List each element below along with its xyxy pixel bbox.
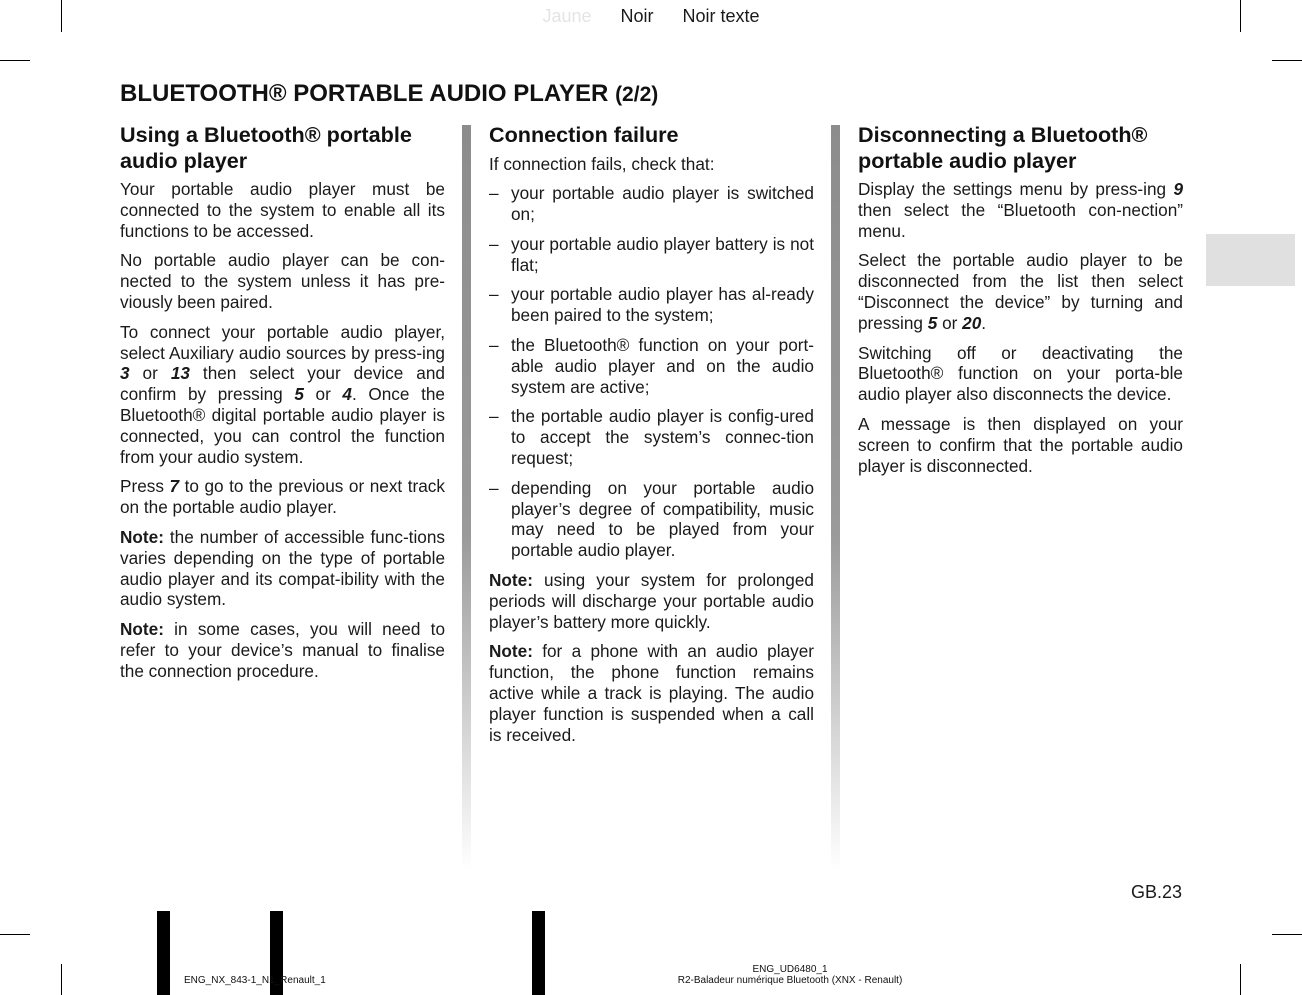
note-label: Note: [489, 641, 533, 662]
footer-file-left: ENG_NX_843-1_N1_Renault_1 [184, 975, 326, 986]
column-disconnecting [858, 122, 1183, 485]
checklist-item: – your portable audio player battery is not flat; [489, 233, 814, 275]
column-connection-failure [489, 122, 814, 754]
footer-file-id: ENG_UD6480_1 [752, 964, 828, 975]
note: Note: in some cases, you will need to refer to your device’s manual to finalise the connection procedure. [120, 619, 445, 681]
key-number: 4 [342, 384, 352, 405]
paragraph: Your portable audio player must be connected to the system to enable all its functions to be accessed. [120, 179, 445, 241]
color-label-noir-texte: Noir texte [682, 6, 760, 26]
key-number: 5 [294, 384, 304, 405]
crop-mark [1240, 964, 1241, 995]
key-number: 5 [927, 312, 938, 333]
color-separation-header [0, 6, 1302, 27]
registration-block [157, 911, 170, 995]
key-number: 3 [120, 363, 130, 384]
column-divider [831, 125, 840, 870]
paragraph: Select the portable audio player to be disconnected from the list then select “Disconnect the device” by turning and pressing 5 or 20. [858, 250, 1183, 333]
crop-mark [0, 934, 30, 935]
section-thumb-tab [1206, 234, 1295, 286]
crop-mark [1272, 934, 1302, 935]
page-title [120, 80, 658, 108]
color-label-noir: Noir [620, 6, 654, 26]
section-heading-disconnecting: Disconnecting a Bluetooth® portable audio player [858, 122, 1148, 173]
paragraph-intro: If connection fails, check that: [489, 153, 715, 174]
note: Note: using your system for prolonged periods will discharge your portable audio player’s battery more quickly. [489, 570, 814, 632]
checklist-item: – depending on your portable audio player’s degree of compatibility, music may need to be played from your portable audio player. [489, 477, 814, 561]
page-title-main: BLUETOOTH® PORTABLE AUDIO PLAYER [120, 80, 609, 107]
key-number: 7 [169, 476, 180, 497]
key-number: 13 [170, 363, 190, 384]
paragraph: Switching off or deactivating the Bluetooth® function on your porta-ble audio player also disconnects the device. [858, 342, 1183, 405]
checklist-item: – the portable audio player is config-ured to accept the system’s connec-tion request; [489, 406, 814, 469]
checklist-item: – your portable audio player has al-ready been paired to the system; [489, 284, 814, 326]
key-number: 9 [1173, 179, 1183, 199]
paragraph-track-control: Press 7 to go to the previous or next track on the portable audio player. [120, 476, 445, 518]
paragraph-connect-instructions: To connect your portable audio player, select Auxiliary audio sources by press-ing 3 or 13 then select your device and confirm by pressing 5 or 4. Once the Bluetooth® digital portable audio player is connected, you can control the function from your audio system. [120, 321, 445, 467]
crop-mark [61, 964, 62, 995]
checklist-item: – the Bluetooth® function on your port-able audio player and on the audio system are active; [489, 335, 814, 397]
section-heading-connection-failure: Connection failure [489, 122, 679, 147]
note-label: Note: [120, 526, 164, 547]
column-using-player [120, 122, 445, 691]
registration-block [532, 911, 545, 995]
footer-file-description: R2-Baladeur numérique Bluetooth (XNX - Renault) [677, 975, 903, 986]
footer-file-right [640, 964, 940, 986]
note: Note: the number of accessible func-tions varies depending on the type of portable audio player and its compat-ibility with the audio system. [120, 526, 445, 610]
section-heading-using: Using a Bluetooth® portable audio player [120, 122, 412, 173]
checklist-item: – your portable audio player is switched on; [489, 183, 814, 225]
paragraph: A message is then displayed on your screen to confirm that the portable audio player is disconnected. [858, 413, 1183, 476]
crop-mark [1272, 60, 1302, 61]
column-divider [462, 125, 471, 870]
page-title-suffix: (2/2) [615, 83, 659, 106]
page-number: GB.23 [1130, 882, 1182, 902]
note-label: Note: [489, 570, 533, 591]
color-label-jaune: Jaune [542, 6, 592, 26]
crop-mark [0, 60, 30, 61]
paragraph: Display the settings menu by press-ing 9 then select the “Bluetooth con-nection” menu. [858, 179, 1183, 241]
note: Note: for a phone with an audio player function, the phone function remains active while a track is playing. The audio player function is suspended when a call is received. [489, 641, 814, 745]
paragraph: No portable audio player can be con-nected to the system unless it has pre-viously been paired. [120, 250, 445, 312]
key-number: 20 [962, 312, 982, 333]
note-label: Note: [120, 619, 164, 640]
